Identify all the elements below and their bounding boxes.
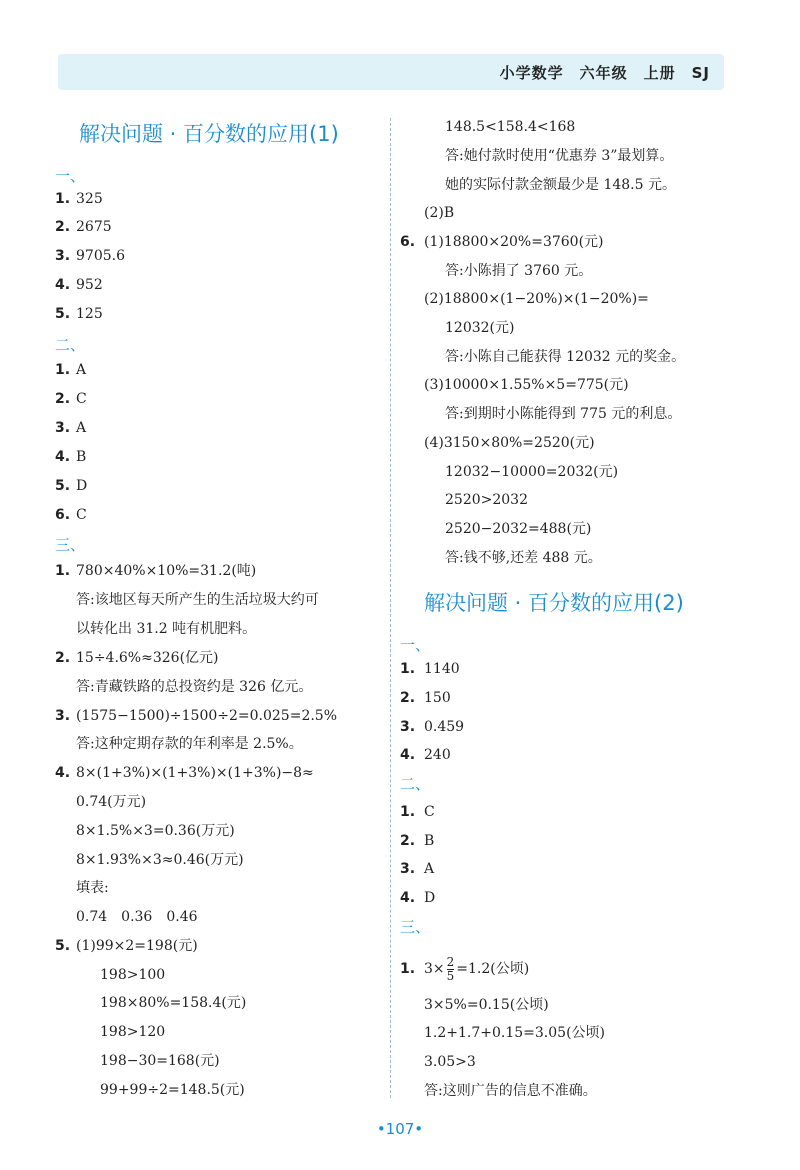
area-formula: [424, 952, 529, 986]
item-number: 3.: [400, 719, 416, 735]
item-number: 4.: [55, 277, 71, 293]
part-heading: 一、: [55, 167, 86, 185]
solution-line: 2520−2032=488(元): [445, 521, 592, 537]
part-heading: 二、: [400, 775, 431, 793]
header-bar: [58, 54, 724, 90]
solution-line: (4)3150×80%=2520(元): [424, 435, 595, 451]
item-number: 2.: [55, 650, 71, 666]
item-number: 5.: [55, 938, 71, 954]
item-number: 3.: [400, 861, 416, 877]
item-number: 4.: [400, 890, 416, 906]
solution-line: (1)18800×20%=3760(元): [424, 234, 604, 250]
solution-line: 198>100: [100, 967, 166, 983]
solution-line: 答:该地区每天所产生的生活垃圾大约可: [76, 592, 319, 608]
answer-text: B: [76, 449, 87, 465]
solution-line: 以转化出 31.2 吨有机肥料。: [76, 621, 257, 637]
solution-line: (2)B: [424, 205, 455, 221]
item-number: 3.: [55, 420, 71, 436]
solution-line: 12032−10000=2032(元): [445, 464, 619, 480]
solution-line: (3)10000×1.55%×5=775(元): [424, 377, 629, 393]
item-number: 4.: [55, 449, 71, 465]
answer-text: 952: [76, 277, 103, 293]
item-number: 6.: [400, 234, 416, 250]
answer-text: 0.459: [424, 719, 465, 735]
item-number: 4.: [55, 765, 71, 781]
solution-line: 198>120: [100, 1024, 166, 1040]
answer-text: 1140: [424, 661, 460, 677]
page-number: •107•: [376, 1120, 424, 1138]
fraction-numerator: 2: [446, 954, 455, 969]
item-number: 4.: [400, 747, 416, 763]
part-heading: 三、: [55, 536, 86, 554]
item-number: 5.: [55, 306, 71, 322]
answer-text: A: [424, 861, 435, 877]
fraction-denominator: 5: [446, 968, 455, 983]
solution-line: 148.5<158.4<168: [445, 119, 576, 135]
solution-line: 780×40%×10%=31.2(吨): [76, 563, 257, 579]
solution-line: 15÷4.6%≈326(亿元): [76, 650, 219, 666]
item-number: 2.: [55, 219, 71, 235]
item-number: 3.: [55, 248, 71, 264]
solution-line: 1.2+1.7+0.15=3.05(公顷): [424, 1025, 605, 1041]
solution-line: 198−30=168(元): [100, 1053, 220, 1069]
answer-text: C: [76, 507, 87, 523]
answer-text: A: [76, 420, 87, 436]
item-number: 1.: [55, 191, 71, 207]
answer-text: 9705.6: [76, 248, 125, 264]
answer-text: 125: [76, 306, 103, 322]
formula-prefix: 3×: [424, 961, 445, 977]
solution-line: 2520>2032: [445, 492, 528, 508]
solution-line: 8×(1+3%)×(1+3%)×(1+3%)−8≈: [76, 765, 314, 781]
item-number: 3.: [55, 708, 71, 724]
item-number: 1.: [400, 804, 416, 820]
solution-line: 答:小陈捐了 3760 元。: [445, 263, 593, 279]
solution-line: 她的实际付款金额最少是 148.5 元。: [445, 177, 676, 193]
solution-line: 答:青藏铁路的总投资约是 326 亿元。: [76, 679, 313, 695]
solution-line: 答:钱不够,还差 488 元。: [445, 550, 602, 566]
solution-line: (1)99×2=198(元): [76, 938, 198, 954]
header-text: 小学数学 六年级 上册 SJ: [499, 64, 710, 82]
item-number: 1.: [55, 362, 71, 378]
formula-suffix: =1.2(公顷): [456, 961, 530, 977]
item-number: 2.: [400, 833, 416, 849]
solution-line: 答:小陈自己能获得 12032 元的奖金。: [445, 349, 686, 365]
part-heading: 三、: [400, 918, 431, 936]
answer-text: 2675: [76, 219, 112, 235]
answer-text: D: [76, 478, 88, 494]
part-heading: 二、: [55, 336, 86, 354]
solution-line: (1575−1500)÷1500÷2=0.025=2.5%: [76, 708, 338, 724]
answer-text: B: [424, 833, 435, 849]
solution-line: 填表:: [76, 880, 109, 896]
solution-line: 答:到期时小陈能得到 775 元的利息。: [445, 406, 682, 422]
solution-line: 答:这则广告的信息不准确。: [424, 1083, 597, 1099]
solution-line: 答:她付款时使用“优惠券 3”最划算。: [445, 148, 674, 164]
fraction: [447, 956, 455, 983]
item-number: 1.: [400, 961, 416, 977]
solution-line: 0.74 0.36 0.46: [76, 909, 198, 925]
solution-line: 3×5%=0.15(公顷): [424, 997, 549, 1013]
answer-text: 240: [424, 747, 451, 763]
solution-line: 12032(元): [445, 320, 515, 336]
solution-line: 答:这种定期存款的年利率是 2.5%。: [76, 736, 303, 752]
solution-line: 3.05>3: [424, 1054, 476, 1070]
section-title-2: 解决问题 · 百分数的应用(2): [424, 591, 684, 615]
answer-text: A: [76, 362, 87, 378]
item-number: 1.: [400, 661, 416, 677]
solution-line: 8×1.5%×3=0.36(万元): [76, 823, 235, 839]
item-number: 2.: [400, 690, 416, 706]
solution-line: 0.74(万元): [76, 794, 147, 810]
answer-text: C: [424, 804, 435, 820]
part-heading: 一、: [400, 636, 431, 654]
column-divider: [390, 118, 391, 1098]
solution-line: 8×1.93%×3≈0.46(万元): [76, 852, 244, 868]
item-number: 1.: [55, 563, 71, 579]
section-title-1: 解决问题 · 百分数的应用(1): [79, 122, 339, 146]
item-number: 5.: [55, 478, 71, 494]
solution-line: (2)18800×(1−20%)×(1−20%)=: [424, 291, 649, 307]
answer-text: D: [424, 890, 436, 906]
answer-text: 325: [76, 191, 103, 207]
solution-line: 99+99÷2=148.5(元): [100, 1082, 245, 1098]
solution-line: 198×80%=158.4(元): [100, 995, 247, 1011]
item-number: 6.: [55, 507, 71, 523]
answer-text: 150: [424, 690, 451, 706]
answer-text: C: [76, 391, 87, 407]
item-number: 2.: [55, 391, 71, 407]
